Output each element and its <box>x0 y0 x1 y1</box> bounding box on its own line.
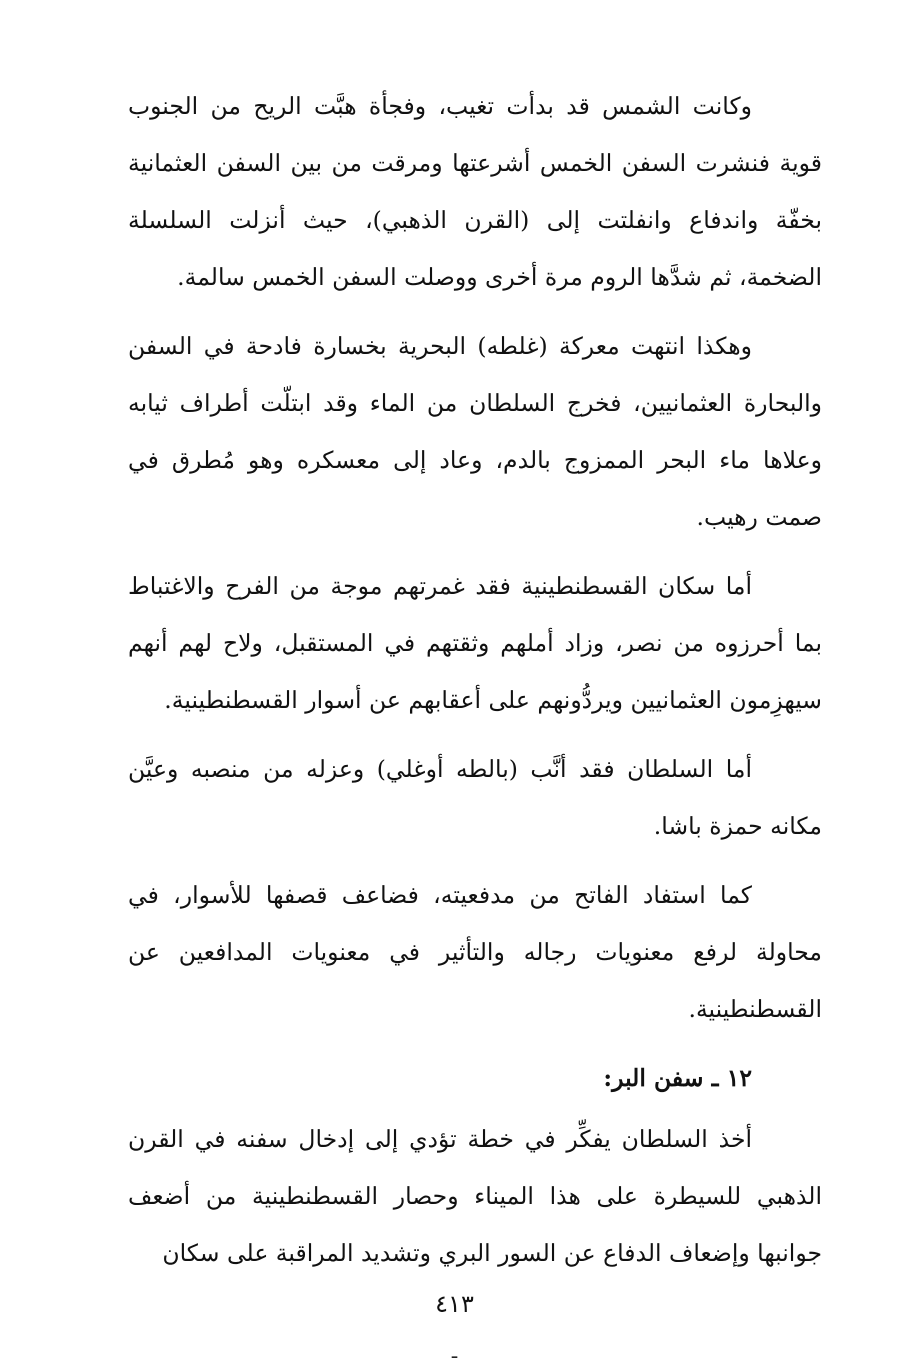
paragraph-sultan-dismissal: أما السلطان فقد أنَّب (بالطه أوغلي) وعزله من منصبه وعيَّن مكانه حمزة باشا. <box>128 755 822 840</box>
page-number: ٤١٣ <box>435 1290 474 1318</box>
paragraph-galata-battle-end: وهكذا انتهت معركة (غلطه) البحرية بخسارة فادحة في السفن والبحارة العثمانيين، فخرج السلطان من الماء وقد ابتلّت أطراف ثيابه وعلاها ماء البحر الممزوج بالدم، وعاد إلى معسكره وهو مُطرق في صمت رهيب. <box>128 332 822 531</box>
footer-mark: ـ <box>451 1342 458 1363</box>
page-body <box>128 78 822 1294</box>
paragraph-artillery: كما استفاد الفاتح من مدفعيته، فضاعف قصفها للأسوار، في محاولة لرفع معنويات رجاله والتأثير في معنويات المدافعين عن القسطنطينية. <box>128 881 822 1023</box>
paragraph-constantinople-joy: أما سكان القسطنطينية فقد غمرتهم موجة من الفرح والاغتباط بما أحرزوه من نصر، وزاد أملهم وثقتهم في المستقبل، ولاح لهم أنهم سيهزِمون العثمانيين ويردُّونهم على أعقابهم عن أسوار القسطنطينية. <box>128 572 822 714</box>
paragraph-sunset-escape: وكانت الشمس قد بدأت تغيب، وفجأة هبَّت الريح من الجنوب قوية فنشرت السفن الخمس أشرعتها ومرقت من بين السفن العثمانية بخفّة واندفاع وانفلتت إلى (القرن الذهبي)، حيث أنزلت السلسلة الضخمة، ثم شدَّها الروم مرة أخرى ووصلت السفن الخمس سالمة. <box>128 92 822 291</box>
paragraph-land-ships: أخذ السلطان يفكِّر في خطة تؤدي إلى إدخال سفنه في القرن الذهبي للسيطرة على هذا الميناء وحصار القسطنطينية من أضعف جوانبها وإضعاف الدفاع عن السور البري وتشديد المراقبة على سكان <box>128 1125 822 1267</box>
section-heading: ١٢ ـ سفن البر: <box>603 1064 752 1092</box>
